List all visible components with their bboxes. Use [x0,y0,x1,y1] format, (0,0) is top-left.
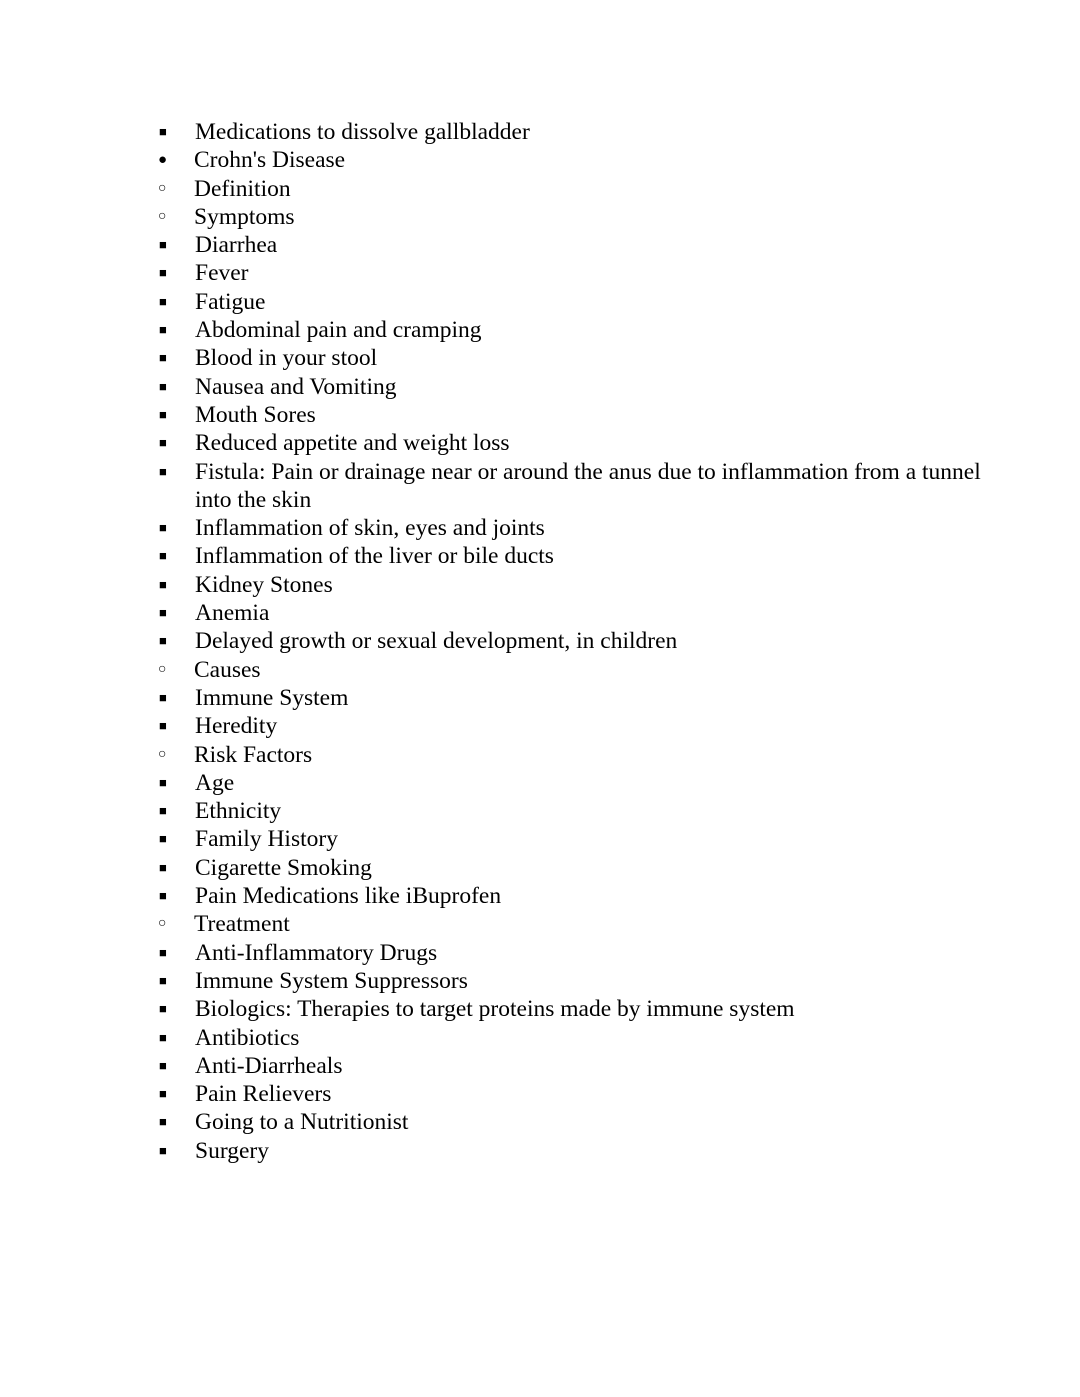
outline-item [158,231,984,259]
outline-item [158,939,984,967]
outline-item [158,882,984,910]
outline-item [158,514,984,542]
outline-item-label: ■ Pain Medications like iBuprofen [195,882,984,910]
outline-item-label: ■ Age [195,769,984,797]
outline-item-label: ■ Anti-Diarrheals [195,1052,984,1080]
outline-item [158,1108,984,1136]
outline-item-label: ■ Pain Relievers [195,1080,984,1108]
outline-list [96,118,984,1165]
outline-item [158,401,984,429]
outline-item [158,203,984,231]
outline-item [158,910,984,938]
outline-item-label: ○ Symptoms [194,203,984,231]
outline-item-label: ■ Delayed growth or sexual development, in children [195,627,984,655]
outline-item-label: ○ Definition [194,175,984,203]
outline-item [158,599,984,627]
outline-item [158,797,984,825]
outline-item-label: ■ Fever [195,259,984,287]
outline-item-label: ■ Inflammation of the liver or bile ducts [195,542,984,570]
outline-item-label: ■ Going to a Nutritionist [195,1108,984,1136]
outline-item [158,712,984,740]
outline-item-label: ■ Ethnicity [195,797,984,825]
outline-item [158,684,984,712]
outline-item-label: ■ Abdominal pain and cramping [195,316,984,344]
outline-item [158,344,984,372]
outline-item-label: ■ Fatigue [195,288,984,316]
outline-item-label: ■ Blood in your stool [195,344,984,372]
outline-item [158,1137,984,1165]
outline-item [158,1080,984,1108]
outline-item-label: ■ Anti-Inflammatory Drugs [195,939,984,967]
outline-item [158,429,984,457]
outline-item-label: ■ Cigarette Smoking [195,854,984,882]
outline-item-label: ■ Immune System Suppressors [195,967,984,995]
outline-item [158,1052,984,1080]
outline-item [158,995,984,1023]
outline-item [158,542,984,570]
outline-item-label: ■ Diarrhea [195,231,984,259]
outline-item [158,316,984,344]
outline-item-label: ■ Fistula: Pain or drainage near or around the anus due to inflammation from a tunnel into the skin [195,458,984,515]
outline-item [158,627,984,655]
outline-item [158,1024,984,1052]
outline-item-label: ○ Treatment [194,910,984,938]
outline-item-label: ■ Mouth Sores [195,401,984,429]
outline-item-label: ■ Medications to dissolve gallbladder [195,118,984,146]
outline-item-label: ■ Inflammation of skin, eyes and joints [195,514,984,542]
outline-item-label: ● Crohn's Disease [194,146,984,174]
outline-item-label: ■ Anemia [195,599,984,627]
outline-item [158,825,984,853]
outline-item [158,259,984,287]
outline-item [158,854,984,882]
outline-item-label: ■ Antibiotics [195,1024,984,1052]
outline-item-label: ■ Reduced appetite and weight loss [195,429,984,457]
outline-item [158,458,984,515]
outline-item-label: ○ Risk Factors [194,741,984,769]
outline-item [158,967,984,995]
outline-item [158,175,984,203]
outline-item [158,288,984,316]
outline-item-label: ■ Heredity [195,712,984,740]
outline-item [158,656,984,684]
outline-item [158,118,984,146]
outline-item-label: ■ Family History [195,825,984,853]
outline-item-label: ■ Surgery [195,1137,984,1165]
outline-item [158,741,984,769]
outline-item [158,769,984,797]
outline-item-label: ○ Causes [194,656,984,684]
outline-item [158,571,984,599]
outline-item-label: ■ Kidney Stones [195,571,984,599]
outline-item-label: ■ Biologics: Therapies to target proteins made by immune system [195,995,984,1023]
outline-item [158,373,984,401]
outline-item-label: ■ Immune System [195,684,984,712]
outline-item-label: ■ Nausea and Vomiting [195,373,984,401]
outline-item [158,146,984,174]
